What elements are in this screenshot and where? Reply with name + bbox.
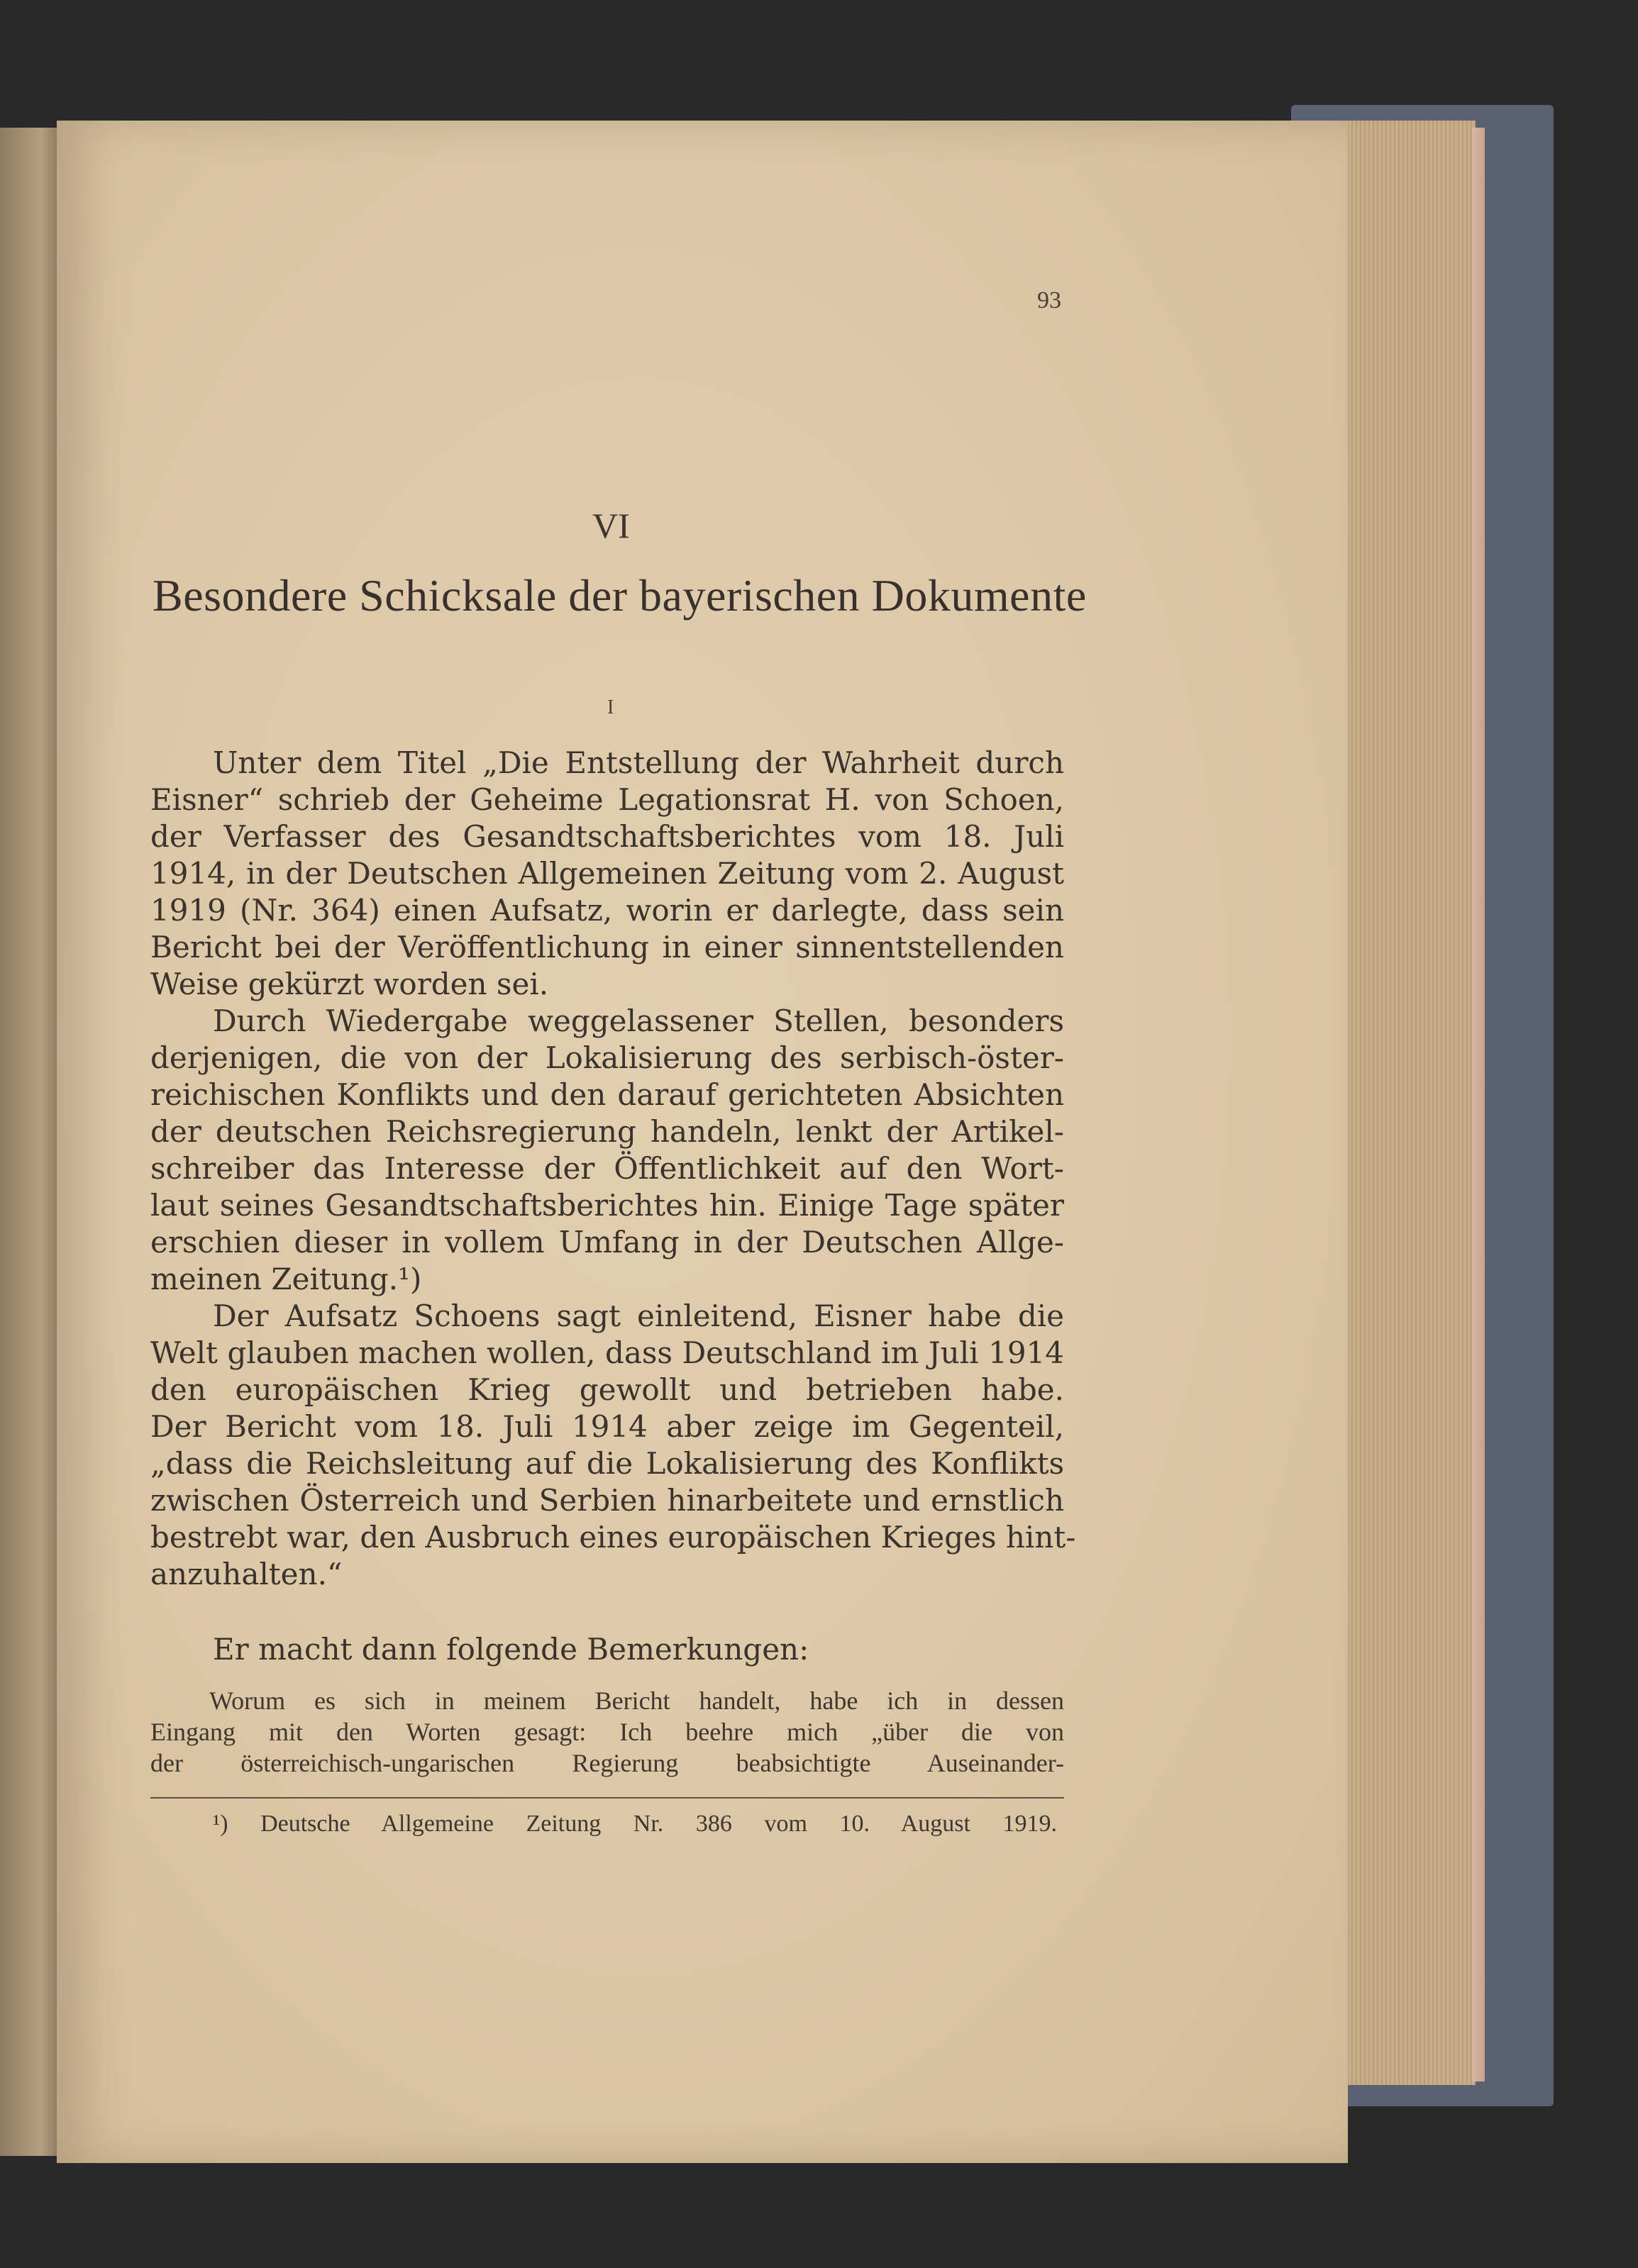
body-line: reichischen Konflikts und den darauf gerichteten Absichten xyxy=(150,1077,1064,1112)
body-line: schreiber das Interesse der Öffentlichkeit auf den Wort- xyxy=(150,1151,1064,1186)
page-number: 93 xyxy=(1037,287,1061,313)
chapter-number: VI xyxy=(592,506,630,545)
body-line: Eisner“ schrieb der Geheime Legationsrat H. von Schoen, xyxy=(150,782,1064,817)
body-line: Weise gekürzt worden sei. xyxy=(150,967,549,1001)
body-line: erschien dieser in vollem Umfang in der Deutschen Allge- xyxy=(150,1225,1064,1260)
body-line: Durch Wiedergabe weggelassener Stellen, besonders xyxy=(213,1004,1064,1038)
quote-line: Eingang mit den Worten gesagt: Ich beehre mich „über die von xyxy=(150,1718,1064,1746)
body-line: „dass die Reichsleitung auf die Lokalisierung des Konflikts xyxy=(150,1446,1064,1481)
body-line: Welt glauben machen wollen, dass Deutschland im Juli 1914 xyxy=(150,1335,1064,1370)
body-line: laut seines Gesandtschaftsberichtes hin. Einige Tage später xyxy=(150,1188,1064,1223)
page-block-edges xyxy=(1341,121,1476,2085)
body-line: meinen Zeitung.¹) xyxy=(150,1262,422,1296)
body-line: bestrebt war, den Ausbruch eines europäischen Krieges hint- xyxy=(150,1520,1076,1555)
section-number: I xyxy=(607,696,614,718)
body-line: Unter dem Titel „Die Entstellung der Wahrheit durch xyxy=(213,745,1064,780)
body-line: Bericht bei der Veröffentlichung in einer sinnentstellenden xyxy=(150,930,1064,965)
body-line: Der Aufsatz Schoens sagt einleitend, Eisner habe die xyxy=(213,1299,1064,1333)
quote-line: Worum es sich in meinem Bericht handelt, habe ich in dessen xyxy=(209,1686,1064,1715)
body-line: zwischen Österreich und Serbien hinarbeitete und ernstlich xyxy=(150,1483,1064,1518)
body-line: derjenigen, die von der Lokalisierung des serbisch-öster- xyxy=(150,1040,1064,1075)
page-cut-edge xyxy=(1472,128,1485,2081)
body-line: Er macht dann folgende Bemerkungen: xyxy=(213,1632,809,1667)
footnote-divider xyxy=(150,1797,1064,1799)
body-line: 1919 (Nr. 364) einen Aufsatz, worin er darlegte, dass sein xyxy=(150,893,1064,928)
footnote: ¹) Deutsche Allgemeine Zeitung Nr. 386 vom 10. August 1919. xyxy=(213,1811,1057,1837)
body-line: den europäischen Krieg gewollt und betrieben habe. xyxy=(150,1372,1064,1407)
body-line: anzuhalten.“ xyxy=(150,1557,343,1591)
chapter-title: Besondere Schicksale der bayerischen Dokumente xyxy=(153,570,1087,621)
body-line: der deutschen Reichsregierung handeln, lenkt der Artikel- xyxy=(150,1114,1064,1149)
body-line: 1914, in der Deutschen Allgemeinen Zeitung vom 2. August xyxy=(150,856,1064,891)
body-line: Der Bericht vom 18. Juli 1914 aber zeige im Gegenteil, xyxy=(150,1409,1064,1444)
quote-line: der österreichisch-ungarischen Regierung beabsichtigte Auseinander- xyxy=(150,1749,1064,1777)
body-line: der Verfasser des Gesandtschaftsberichtes vom 18. Juli xyxy=(150,819,1064,854)
